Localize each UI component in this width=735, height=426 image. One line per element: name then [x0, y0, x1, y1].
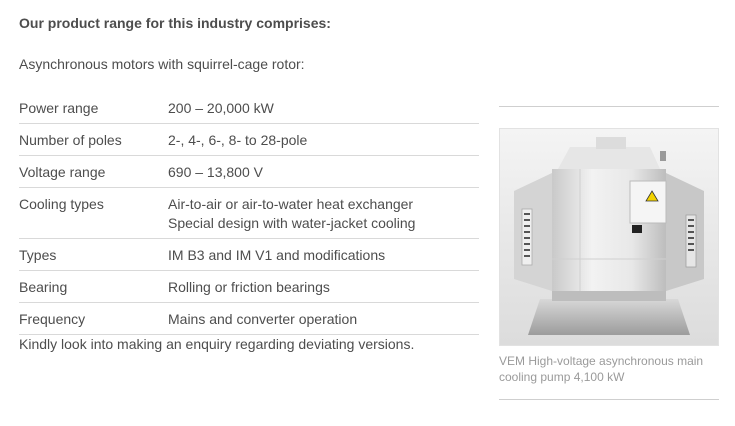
page-heading: Our product range for this industry comprises: — [19, 15, 331, 31]
spec-label: Frequency — [19, 311, 86, 327]
spec-label: Cooling types — [19, 196, 104, 212]
spec-value-line: Air-to-air or air-to-water heat exchanger — [168, 196, 414, 212]
intro-text: Asynchronous motors with squirrel-cage rotor: — [19, 56, 305, 72]
spec-label: Power range — [19, 100, 99, 116]
spec-row-power-range — [19, 92, 479, 124]
aside-divider-top — [499, 106, 719, 107]
spec-value-line: IM B3 and IM V1 and modifications — [168, 247, 386, 263]
enquiry-note: Kindly look into making an enquiry regarding deviating versions. — [19, 336, 415, 352]
spec-label: Voltage range — [19, 164, 106, 180]
spec-label: Bearing — [19, 279, 68, 295]
spec-row-voltage-range — [19, 156, 479, 188]
photo-caption: VEM High-voltage asynchronous main cooling pump 4,100 kW — [499, 354, 704, 384]
spec-value — [168, 246, 479, 265]
spec-value-line: 690 – 13,800 V — [168, 164, 263, 180]
spec-value — [168, 310, 479, 329]
spec-value-line: Rolling or friction bearings — [168, 279, 330, 295]
spec-row-bearing — [19, 271, 479, 303]
spec-value-line: Mains and converter operation — [168, 311, 358, 327]
spec-table — [19, 92, 479, 335]
motor-illustration — [500, 129, 718, 345]
spec-value-line: 2-, 4-, 6-, 8- to 28-pole — [168, 132, 308, 148]
spec-label: Types — [19, 247, 57, 263]
spec-value — [168, 131, 479, 150]
spec-value-line: 200 – 20,000 kW — [168, 100, 274, 116]
aside-divider-bottom — [499, 399, 719, 400]
spec-value — [168, 278, 479, 297]
spec-value — [168, 163, 479, 182]
spec-row-cooling-types — [19, 188, 479, 239]
spec-value — [168, 195, 479, 233]
spec-value — [168, 99, 479, 118]
motor-photo[interactable] — [499, 128, 719, 346]
spec-value-line: Special design with water-jacket cooling — [168, 215, 416, 231]
spec-row-frequency — [19, 303, 479, 335]
spec-row-number-of-poles — [19, 124, 479, 156]
spec-row-types — [19, 239, 479, 271]
spec-label: Number of poles — [19, 132, 122, 148]
